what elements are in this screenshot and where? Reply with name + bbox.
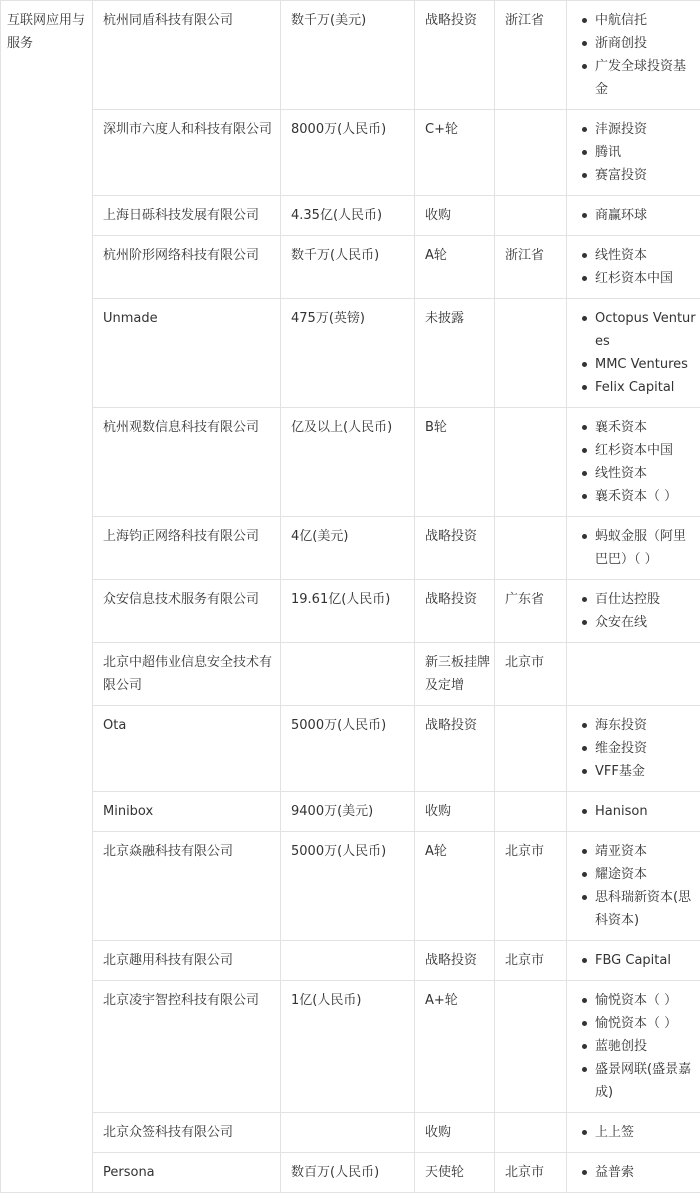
investor-item: 愉悦资本（ ） <box>595 989 696 1012</box>
investor-item: 沣源投资 <box>595 118 696 141</box>
investor-item: 耀途资本 <box>595 863 696 886</box>
round-cell: C+轮 <box>415 110 495 196</box>
investor-list <box>577 416 696 508</box>
company-cell: 上海钧正网络科技有限公司 <box>93 517 281 580</box>
investor-item: 百仕达控股 <box>595 588 696 611</box>
table-row <box>1 792 700 832</box>
round-cell: 收购 <box>415 792 495 832</box>
amount-cell: 5000万(人民币) <box>281 832 415 941</box>
amount-cell: 4.35亿(人民币) <box>281 196 415 236</box>
table-row <box>1 236 700 299</box>
investors-cell <box>567 643 700 706</box>
amount-cell: 数千万(美元) <box>281 1 415 110</box>
investor-list <box>577 204 696 227</box>
company-cell: 深圳市六度人和科技有限公司 <box>93 110 281 196</box>
investor-item: 蓝驰创投 <box>595 1035 696 1058</box>
amount-cell: 475万(英镑) <box>281 299 415 408</box>
investor-item: 众安在线 <box>595 611 696 634</box>
round-cell: 战略投资 <box>415 706 495 792</box>
investor-list <box>577 800 696 823</box>
investor-item: 中航信托 <box>595 9 696 32</box>
round-cell: 收购 <box>415 196 495 236</box>
investor-item: 腾讯 <box>595 141 696 164</box>
round-cell: 新三板挂牌及定增 <box>415 643 495 706</box>
company-cell: 杭州观数信息科技有限公司 <box>93 408 281 517</box>
investor-list <box>577 989 696 1104</box>
investor-list <box>577 840 696 932</box>
investor-item: 商赢环球 <box>595 204 696 227</box>
region-cell: 北京市 <box>495 941 567 981</box>
investors-cell <box>567 236 700 299</box>
investor-item: 线性资本 <box>595 462 696 485</box>
region-cell: 北京市 <box>495 832 567 941</box>
company-cell: Unmade <box>93 299 281 408</box>
investor-item: MMC Ventures <box>595 353 696 376</box>
investor-list <box>577 1161 696 1184</box>
amount-cell: 数千万(人民币) <box>281 236 415 299</box>
amount-cell: 5000万(人民币) <box>281 706 415 792</box>
investors-cell <box>567 792 700 832</box>
company-cell: 北京中超伟业信息安全技术有限公司 <box>93 643 281 706</box>
investors-cell <box>567 196 700 236</box>
amount-cell <box>281 941 415 981</box>
region-cell: 浙江省 <box>495 1 567 110</box>
investors-cell <box>567 981 700 1113</box>
amount-cell <box>281 1113 415 1153</box>
investors-cell <box>567 1113 700 1153</box>
round-cell: A轮 <box>415 832 495 941</box>
round-cell: 战略投资 <box>415 580 495 643</box>
amount-cell: 19.61亿(人民币) <box>281 580 415 643</box>
region-cell <box>495 299 567 408</box>
company-cell: 杭州同盾科技有限公司 <box>93 1 281 110</box>
amount-cell: 亿及以上(人民币) <box>281 408 415 517</box>
company-cell: 北京凌宇智控科技有限公司 <box>93 981 281 1113</box>
investors-cell <box>567 832 700 941</box>
region-cell: 北京市 <box>495 643 567 706</box>
amount-cell <box>281 643 415 706</box>
round-cell: A轮 <box>415 236 495 299</box>
company-cell: 北京趣用科技有限公司 <box>93 941 281 981</box>
company-cell: 北京众签科技有限公司 <box>93 1113 281 1153</box>
investor-item: Felix Capital <box>595 376 696 399</box>
table-row <box>1 580 700 643</box>
amount-cell: 8000万(人民币) <box>281 110 415 196</box>
round-cell: 天使轮 <box>415 1153 495 1193</box>
investor-list <box>577 9 696 101</box>
investor-item: Octopus Ventures <box>595 307 696 353</box>
amount-cell: 数百万(人民币) <box>281 1153 415 1193</box>
investor-item: 浙商创投 <box>595 32 696 55</box>
region-cell <box>495 981 567 1113</box>
table-row <box>1 1113 700 1153</box>
region-cell <box>495 706 567 792</box>
region-cell: 广东省 <box>495 580 567 643</box>
investor-item: 红杉资本中国 <box>595 267 696 290</box>
investor-item: Hanison <box>595 800 696 823</box>
amount-cell: 4亿(美元) <box>281 517 415 580</box>
investors-cell <box>567 299 700 408</box>
investor-item: 线性资本 <box>595 244 696 267</box>
table-row <box>1 110 700 196</box>
investors-cell <box>567 517 700 580</box>
round-cell: 战略投资 <box>415 1 495 110</box>
table-row <box>1 643 700 706</box>
investor-item: 广发全球投资基金 <box>595 55 696 101</box>
investor-item: 襄禾资本（ ） <box>595 485 696 508</box>
sector-cell: 互联网应用与服务 <box>1 1 93 1193</box>
investor-item: 益普索 <box>595 1161 696 1184</box>
table-row <box>1 1 700 110</box>
investors-cell <box>567 408 700 517</box>
region-cell <box>495 196 567 236</box>
company-cell: Minibox <box>93 792 281 832</box>
table-row <box>1 299 700 408</box>
investor-item: 思科瑞新资本(思科资本) <box>595 886 696 932</box>
region-cell <box>495 1113 567 1153</box>
investor-item: FBG Capital <box>595 949 696 972</box>
round-cell: A+轮 <box>415 981 495 1113</box>
amount-cell: 9400万(美元) <box>281 792 415 832</box>
table-body <box>1 1 700 1193</box>
investor-list <box>577 1121 696 1144</box>
amount-cell: 1亿(人民币) <box>281 981 415 1113</box>
investor-item: 上上签 <box>595 1121 696 1144</box>
table-row <box>1 706 700 792</box>
investor-list <box>577 118 696 187</box>
region-cell: 浙江省 <box>495 236 567 299</box>
table-row <box>1 832 700 941</box>
investor-item: 襄禾资本 <box>595 416 696 439</box>
table-row <box>1 517 700 580</box>
round-cell: 收购 <box>415 1113 495 1153</box>
company-cell: 众安信息技术服务有限公司 <box>93 580 281 643</box>
region-cell <box>495 517 567 580</box>
round-cell: 战略投资 <box>415 941 495 981</box>
company-cell: Persona <box>93 1153 281 1193</box>
investor-item: 靖亚资本 <box>595 840 696 863</box>
investors-cell <box>567 1 700 110</box>
table-row <box>1 941 700 981</box>
investors-cell <box>567 1153 700 1193</box>
investor-item: 赛富投资 <box>595 164 696 187</box>
investor-list <box>577 244 696 290</box>
investor-item: 蚂蚁金服（阿里巴巴）（ ） <box>595 525 696 571</box>
region-cell <box>495 110 567 196</box>
investor-item: 盛景网联(盛景嘉成) <box>595 1058 696 1104</box>
investor-item: 愉悦资本（ ） <box>595 1012 696 1035</box>
investor-item: 红杉资本中国 <box>595 439 696 462</box>
company-cell: 杭州阶形网络科技有限公司 <box>93 236 281 299</box>
investors-cell <box>567 706 700 792</box>
round-cell: B轮 <box>415 408 495 517</box>
investors-cell <box>567 110 700 196</box>
company-cell: 上海日砾科技发展有限公司 <box>93 196 281 236</box>
investor-item: 海东投资 <box>595 714 696 737</box>
investor-list <box>577 307 696 399</box>
round-cell: 战略投资 <box>415 517 495 580</box>
company-cell: 北京焱融科技有限公司 <box>93 832 281 941</box>
investors-cell <box>567 941 700 981</box>
company-cell: Ota <box>93 706 281 792</box>
round-cell: 未披露 <box>415 299 495 408</box>
table-row <box>1 408 700 517</box>
investor-list <box>577 588 696 634</box>
investor-item: VFF基金 <box>595 760 696 783</box>
region-cell <box>495 792 567 832</box>
table-row <box>1 981 700 1113</box>
table-row <box>1 196 700 236</box>
table-row <box>1 1153 700 1193</box>
investor-list <box>577 525 696 571</box>
investor-list <box>577 714 696 783</box>
region-cell: 北京市 <box>495 1153 567 1193</box>
investors-cell <box>567 580 700 643</box>
investor-item: 维金投资 <box>595 737 696 760</box>
investor-list <box>577 949 696 972</box>
region-cell <box>495 408 567 517</box>
